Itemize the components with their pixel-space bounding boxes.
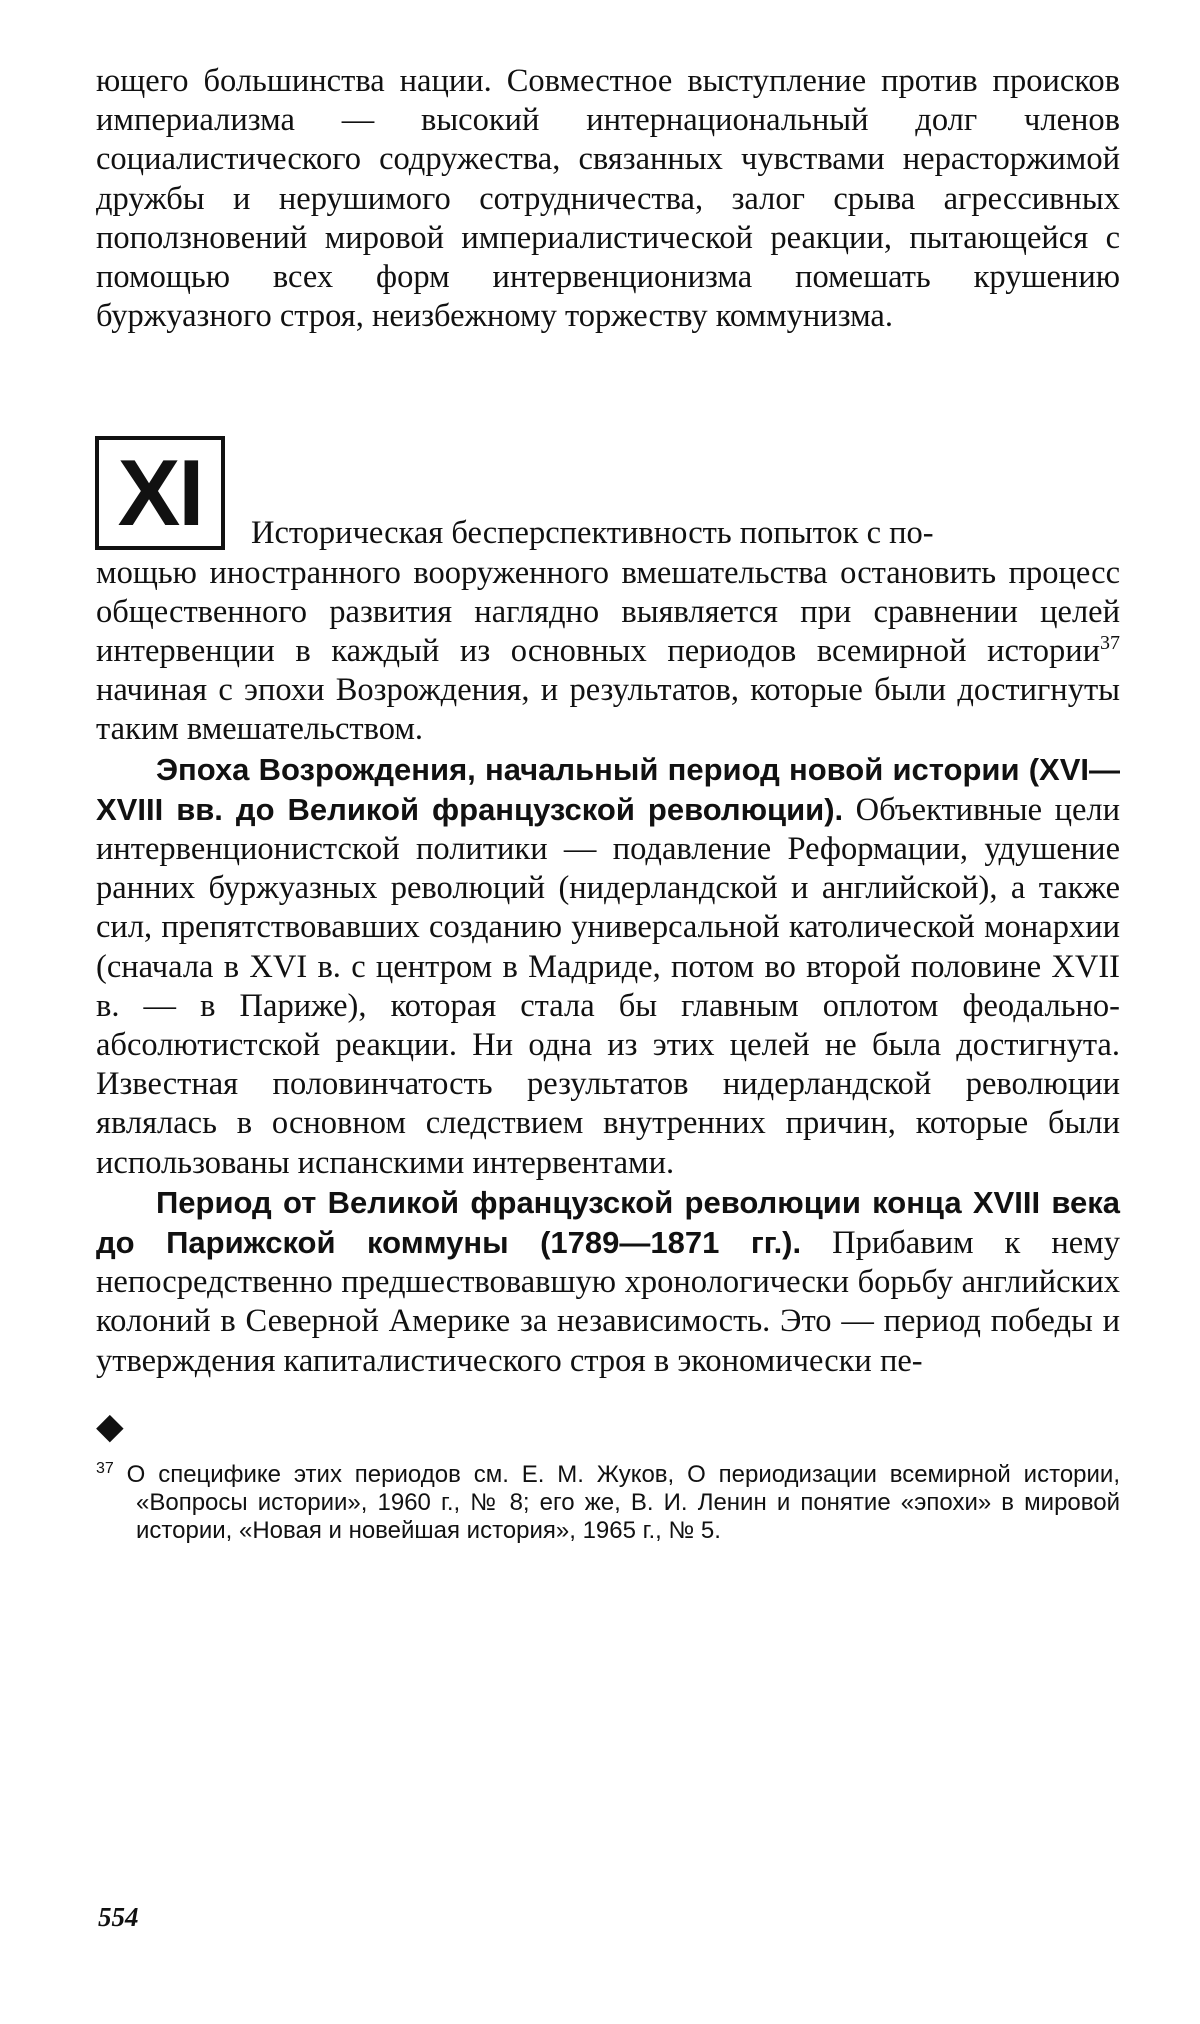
footnote bbox=[96, 1461, 1120, 1545]
section-revolution-body: Прибавим к нему непосредственно предшествовавшую хронологически борьбу английских колоний в Северной Америке за независимость. Это — период победы и утверждения капиталистического строя в экономически пе- bbox=[96, 1225, 1120, 1379]
chapter-intro-first-line: Историческая бесперспективность попыток с по- bbox=[251, 515, 934, 552]
chapter-number-box bbox=[95, 436, 225, 550]
footnote-reference: 37 bbox=[1100, 632, 1120, 655]
chapter-number: XI bbox=[117, 440, 203, 546]
page-body bbox=[96, 62, 1120, 1569]
top-paragraph: ющего большинства нации. Совместное выступление против происков империализма — высокий интернациональный долг членов социалистического содружества, связанных чувствами нерасторжимой дружбы и нерушимого сотрудничества, залог срыва агрессивных поползновений мировой империалистической реакции, пытающейся с помощью всех форм интервенционизма помешать крушению буржуазного строя, неизбежному торжеству коммунизма. bbox=[96, 63, 1120, 335]
section-renaissance-heading: Эпоха Возрождения, начальный период новой истории (XVI—XVIII вв. до Великой французской революции). bbox=[96, 751, 1120, 827]
footnote-divider-diamond-icon: ◆ bbox=[96, 1405, 124, 1447]
section-renaissance-paragraph bbox=[96, 750, 1120, 1183]
chapter-block bbox=[96, 436, 1120, 749]
section-renaissance-body: Объективные цели интервенционистской политики — подавление Реформации, удушение ранних буржуазных революций (нидерландской и английской), а также сил, препятствовавших созданию универсальной католической монархии (сначала в XVI в. с центром в Мадриде, потом во второй половине XVII в. — в Париже), которая стала бы главным оплотом феодально-абсолютистской реакции. Ни одна из этих целей не была достигнута. Известная половинчатость результатов нидерландской революции являлась в основном следствием внутренних причин, которые были использованы испанскими интервентами. bbox=[96, 791, 1121, 1181]
section-revolution-heading: Период от Великой французской революции конца XVIII века до Парижской коммуны (1789—1871 гг.). bbox=[96, 1184, 1120, 1261]
section-revolution-paragraph bbox=[96, 1183, 1120, 1381]
footnote-number: 37 bbox=[96, 1459, 114, 1477]
chapter-intro-text-end: начиная с эпохи Возрождения, и результатов, которые были достигнуты таким вмешательством. bbox=[96, 672, 1120, 748]
chapter-intro-text: мощью иностранного вооруженного вмешательства остановить процесс общественного развития наглядно выявляется при сравнении целей интервенции в каждый из основных периодов всемирной истории bbox=[96, 554, 1120, 670]
footnote-text: О специфике этих периодов см. Е. М. Жуков, О периодизации всемирной истории, «Вопросы истории», 1960 г., № 8; его же, В. И. Ленин и понятие «эпохи» в мировой истории, «Новая и новейшая история», 1965 г., № 5. bbox=[113, 1460, 1120, 1544]
chapter-intro-paragraph bbox=[96, 436, 1120, 749]
page-number: 554 bbox=[98, 1902, 139, 1932]
